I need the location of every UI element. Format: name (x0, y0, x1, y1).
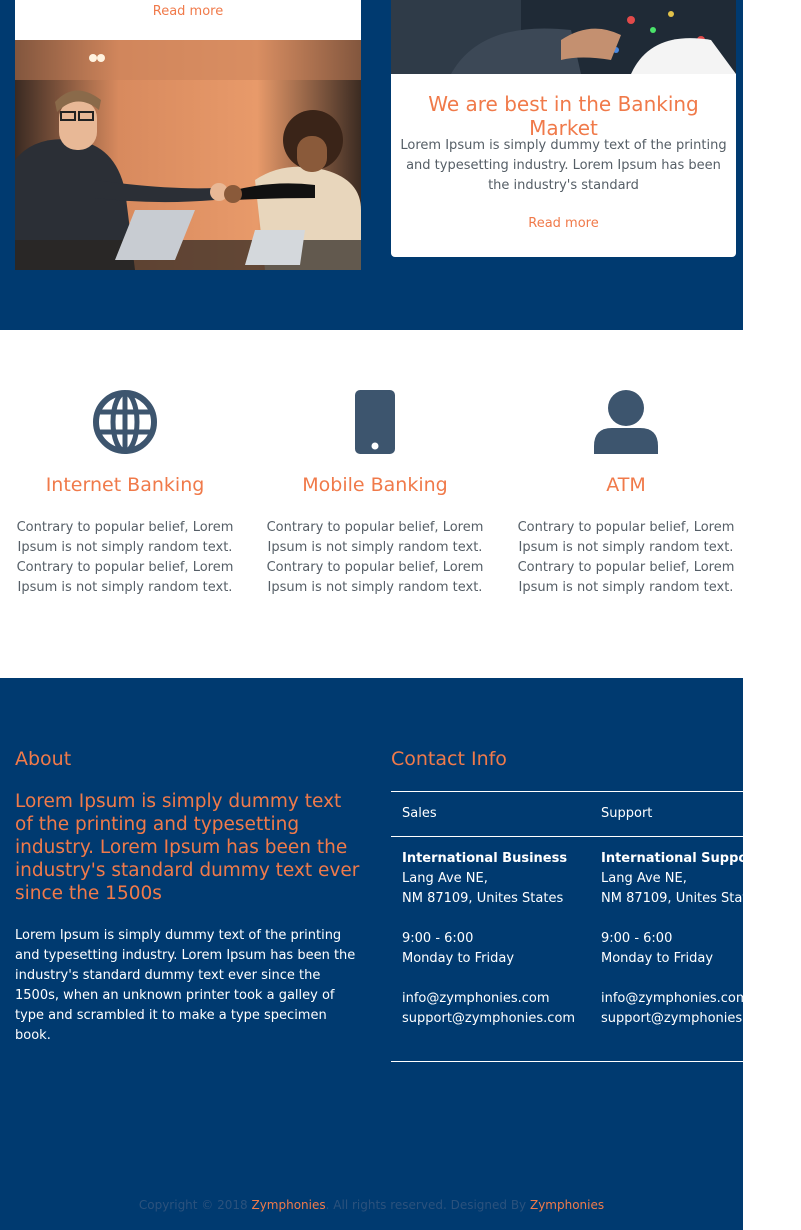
address-line: NM 87109, Unites States (402, 891, 564, 906)
handshake-photo (391, 0, 736, 74)
card-footer (15, 0, 361, 40)
contact-heading: Contact Info (391, 748, 507, 770)
photo-illustration (391, 0, 736, 74)
service-text: Contrary to popular belief, Lorem Ipsum is not simply random text. Contrary to popular belief, Lorem Ipsum is not simply random text. (266, 520, 484, 595)
office-name: International Support (601, 851, 760, 866)
service-title: Mobile Banking (302, 474, 448, 496)
office-hours: 9:00 - 6:00 (402, 931, 474, 946)
card-title: We are best in the Banking Market (428, 92, 699, 140)
copyright-bar (0, 1198, 743, 1212)
office-days: Monday to Friday (601, 951, 714, 966)
email-link[interactable]: info@zymphonies.com (402, 991, 550, 1006)
brand-link[interactable]: Zymphonies (251, 1198, 326, 1212)
contact-column-sales (402, 849, 602, 1029)
address-line: Lang Ave NE, (601, 871, 687, 886)
news-card-right (391, 0, 736, 257)
card-text: Lorem Ipsum is simply dummy text of the printing and typesetting industry. Lorem Ipsum has been the industry's standard (400, 138, 727, 193)
service-text: Contrary to popular belief, Lorem Ipsum is not simply random text. Contrary to popular belief, Lorem Ipsum is not simply random text. (517, 520, 735, 595)
read-more-link[interactable]: Read more (152, 4, 224, 19)
top-band (0, 0, 743, 330)
about-body: Lorem Ipsum is simply dummy text of the printing and typesetting industry. Lorem Ipsum has been the industry's standard dummy text ever since the 1500s, when an unknown printer took a galley of type and scrambled it to make a type specimen book. (15, 928, 356, 1043)
designer-link[interactable]: Zymphonies (529, 1198, 605, 1212)
service-text: Contrary to popular belief, Lorem Ipsum is not simply random text. Contrary to popular belief, Lorem Ipsum is not simply random text. (16, 520, 234, 595)
address-line: NM 87109, Unites States (601, 891, 763, 906)
contact-column-support (601, 849, 801, 1029)
about-heading: About (15, 748, 72, 770)
service-title: ATM (606, 474, 646, 496)
services-section (0, 330, 743, 678)
business-meeting-photo (15, 40, 361, 270)
column-header-sales: Sales (402, 806, 437, 821)
email-link[interactable]: info@zymphonies.com (601, 991, 749, 1006)
copyright-middle: . All rights reserved. Designed By (325, 1198, 530, 1212)
news-card-left (15, 0, 361, 270)
copyright-prefix: Copyright © 2018 (138, 1198, 252, 1212)
user-icon (594, 390, 658, 454)
mobile-phone-icon (343, 390, 407, 454)
email-link[interactable]: support@zymphonies.com (402, 1011, 576, 1026)
office-days: Monday to Friday (402, 951, 515, 966)
address-line: Lang Ave NE, (402, 871, 488, 886)
photo-illustration (15, 40, 361, 270)
column-header-support: Support (601, 806, 653, 821)
email-link[interactable]: support@zymphonies.com (601, 1011, 775, 1026)
contact-table-header (391, 792, 743, 837)
site-footer (0, 678, 775, 1230)
contact-table (391, 791, 775, 1062)
read-more-link[interactable]: Read more (528, 216, 599, 231)
about-highlight: Lorem Ipsum is simply dummy text of the printing and typesetting industry. Lorem Ipsum has been the industry's standard dummy text ever since the 1500s (15, 791, 360, 904)
office-hours: 9:00 - 6:00 (601, 931, 673, 946)
office-name: International Business (402, 851, 568, 866)
globe-icon (93, 390, 157, 454)
service-title: Internet Banking (45, 474, 205, 496)
